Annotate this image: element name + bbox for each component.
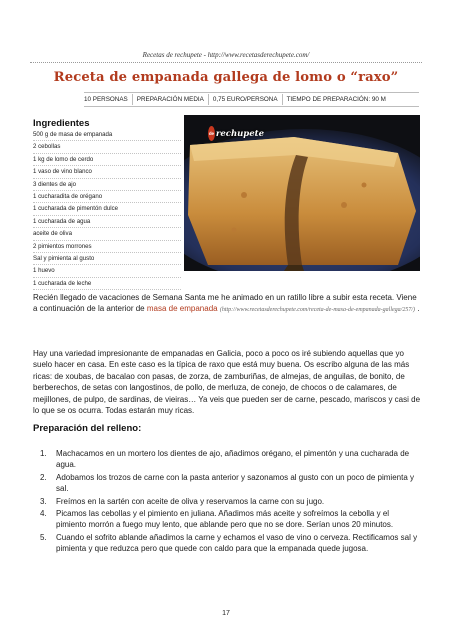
logo-text: rechupete bbox=[215, 128, 264, 139]
logo-badge: de bbox=[208, 126, 215, 141]
ingredients-list bbox=[33, 129, 181, 290]
ingredient-item: 500 g de masa de empanada bbox=[33, 129, 181, 141]
ingredient-item: 1 vaso de vino blanco bbox=[33, 166, 181, 178]
meta-top-rule bbox=[84, 92, 419, 93]
ingredient-item: aceite de oliva bbox=[33, 228, 181, 240]
step-number: 1. bbox=[40, 449, 47, 458]
filling-steps bbox=[40, 448, 420, 555]
ingredients-heading: Ingredientes bbox=[33, 118, 90, 129]
step-text: Cuando el sofrito ablande añadimos la carne y echamos el vaso de vino o cerveza. Rectificamos sal y pimienta y que reduzca pero que quede con caldo para que la empanada quede jugosa. bbox=[56, 532, 418, 554]
ingredient-item: 2 cebollas bbox=[33, 141, 181, 153]
meta-cost: 0,75 EURO/PERSONA bbox=[208, 94, 282, 105]
step-text: Freímos en la sartén con aceite de oliva y reservamos la carne con su jugo. bbox=[56, 496, 325, 506]
meta-time: TIEMPO DE PREPARACIÓN: 90 M bbox=[282, 94, 390, 105]
masa-empanada-url[interactable]: (http://www.recetasderechupete.com/receta-de-masa-de-empanada-gallega/257/) bbox=[219, 307, 415, 314]
step-text: Adobamos los trozos de carne con la pasta anterior y sazonamos al gusto con un poco de pimienta y sal. bbox=[56, 472, 414, 494]
ingredient-item: 2 pimientos morrones bbox=[33, 241, 181, 253]
step-number: 4. bbox=[40, 509, 47, 519]
ingredient-item: 1 cucharadita de orégano bbox=[33, 191, 181, 203]
step-item bbox=[40, 448, 420, 471]
intro-text: Recién llegado de vacaciones de Semana Santa me he animado en un ratillo libre a subir esta receta. Viene a continuación de la anterior de bbox=[33, 293, 417, 314]
filling-heading: Preparación del relleno: bbox=[33, 423, 142, 434]
intro-paragraph-1 bbox=[33, 292, 422, 317]
ingredient-item: 3 dientes de ajo bbox=[33, 179, 181, 191]
ingredient-item: 1 cucharada de pimentón dulce bbox=[33, 203, 181, 215]
meta-servings: 10 PERSONAS bbox=[84, 96, 128, 103]
ingredient-item: 1 cucharada de leche bbox=[33, 278, 181, 290]
ingredient-item: 1 kg de lomo de cerdo bbox=[33, 154, 181, 166]
step-text: Picamos las cebollas y el pimiento en juliana. Añadimos más aceite y sofreímos la cebolla y el pimiento morrón a fuego muy lento, que ablande pero que no se dore. Serían unos 20 minutos. bbox=[56, 509, 394, 530]
step-number: 3. bbox=[40, 496, 47, 506]
header-divider bbox=[30, 62, 422, 63]
intro-end: . bbox=[417, 304, 420, 314]
page-number: 17 bbox=[222, 610, 230, 617]
step-item bbox=[40, 532, 420, 555]
step-number: 5. bbox=[40, 532, 47, 542]
ingredient-item: Sal y pimienta al gusto bbox=[33, 253, 181, 265]
masa-empanada-link[interactable]: masa de empanada bbox=[146, 304, 218, 314]
ingredient-item: 1 cucharada de agua bbox=[33, 216, 181, 228]
meta-bottom-rule bbox=[84, 106, 419, 107]
running-header: Recetas de rechupete - http://www.recetasderechupete.com/ bbox=[142, 51, 310, 59]
step-text: Machacamos en un mortero los dientes de ajo, añadimos orégano, el pimentón y una cucharada de agua. bbox=[56, 449, 410, 470]
step-item bbox=[40, 508, 420, 531]
meta-difficulty: PREPARACIÓN MEDIA bbox=[132, 94, 208, 105]
empanada-photo bbox=[184, 115, 420, 271]
site-logo bbox=[208, 126, 264, 141]
recipe-title: Receta de empanada gallega de lomo o “raxo” bbox=[53, 70, 399, 85]
step-item bbox=[40, 496, 420, 507]
step-number: 2. bbox=[40, 472, 47, 482]
intro-paragraph-2: Hay una variedad impresionante de empanadas en Galicia, poco a poco os iré subiendo aquellas que yo suelo hacer en casa. En este caso es la típica de raxo que está muy buena. Os escribo alguna de las más ricas: de xoubas, de bacalao con pasas, de zorza, de zamburiñas, de almejas, de anguilas, de bonito, de berberechos, de setas con langostinos, de pollo, de merluza, de conejo, de chocos o de calamares, de mejillones, de pulpo, de sardinas, de vieiras… Ya veis que pueden ser de carne, pescado, mariscos y casi de lo que se os ocurra. Todas estarán muy ricas. bbox=[33, 349, 421, 416]
step-item bbox=[40, 472, 420, 495]
ingredient-item: 1 huevo bbox=[33, 265, 181, 277]
recipe-meta-bar bbox=[84, 94, 419, 105]
